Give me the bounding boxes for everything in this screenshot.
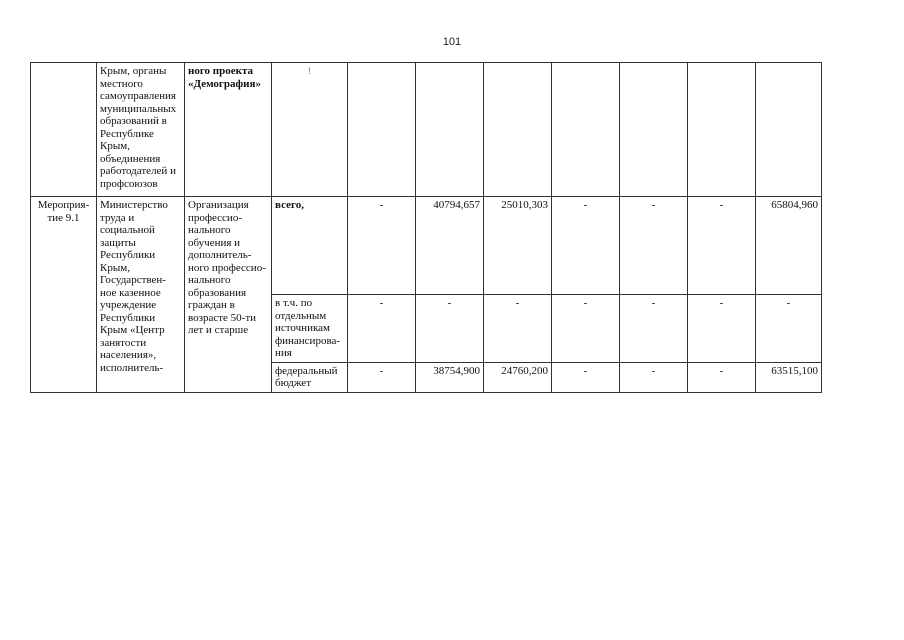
value-cell <box>552 63 620 197</box>
source-cell: в т.ч. по отдельным источникам финансирова-ния <box>272 295 348 363</box>
value-cell: - <box>552 295 620 363</box>
value-cell: - <box>416 295 484 363</box>
goal-cell: ного проекта «Демография» <box>185 63 272 197</box>
value-cell <box>348 63 416 197</box>
value-cell: 63515,100 <box>756 362 822 392</box>
measure-id-cell: Мероприя-тие 9.1 <box>31 197 97 393</box>
value-cell: - <box>484 295 552 363</box>
value-cell: - <box>348 295 416 363</box>
measure-executor-cell: Министерство труда и социальной защиты Республики Крым, Государствен-ное казенное учреждение Республики Крым «Центр занятости населения», исполнитель- <box>97 197 185 393</box>
value-cell: 25010,303 <box>484 197 552 295</box>
measure-row-total <box>31 197 822 295</box>
value-cell: - <box>756 295 822 363</box>
value-cell: 38754,900 <box>416 362 484 392</box>
budget-table <box>30 62 822 393</box>
value-cell: - <box>552 197 620 295</box>
source-cell: федеральный бюджет <box>272 362 348 392</box>
value-cell: - <box>688 197 756 295</box>
value-cell: - <box>688 295 756 363</box>
source-cell: всего, <box>272 197 348 295</box>
id-cell-empty <box>31 63 97 197</box>
continuation-row <box>31 63 822 197</box>
executor-cell: Крым, органы местного самоуправления муниципальных образований в Республике Крым, объединения работодателей и профсоюзов <box>97 63 185 197</box>
source-cell-mark: ! <box>272 63 348 197</box>
value-cell: 65804,960 <box>756 197 822 295</box>
page-number: 101 <box>442 36 462 48</box>
value-cell <box>620 63 688 197</box>
value-cell <box>484 63 552 197</box>
value-cell: 24760,200 <box>484 362 552 392</box>
value-cell <box>688 63 756 197</box>
value-cell: - <box>348 362 416 392</box>
value-cell: - <box>620 295 688 363</box>
value-cell: - <box>620 197 688 295</box>
value-cell: - <box>688 362 756 392</box>
value-cell: - <box>552 362 620 392</box>
value-cell <box>756 63 822 197</box>
measure-goal-cell: Организация профессио-нального обучения и дополнитель-ного профессио-нального образования граждан в возрасте 50-ти лет и старше <box>185 197 272 393</box>
value-cell: - <box>348 197 416 295</box>
value-cell: - <box>620 362 688 392</box>
value-cell <box>416 63 484 197</box>
value-cell: 40794,657 <box>416 197 484 295</box>
